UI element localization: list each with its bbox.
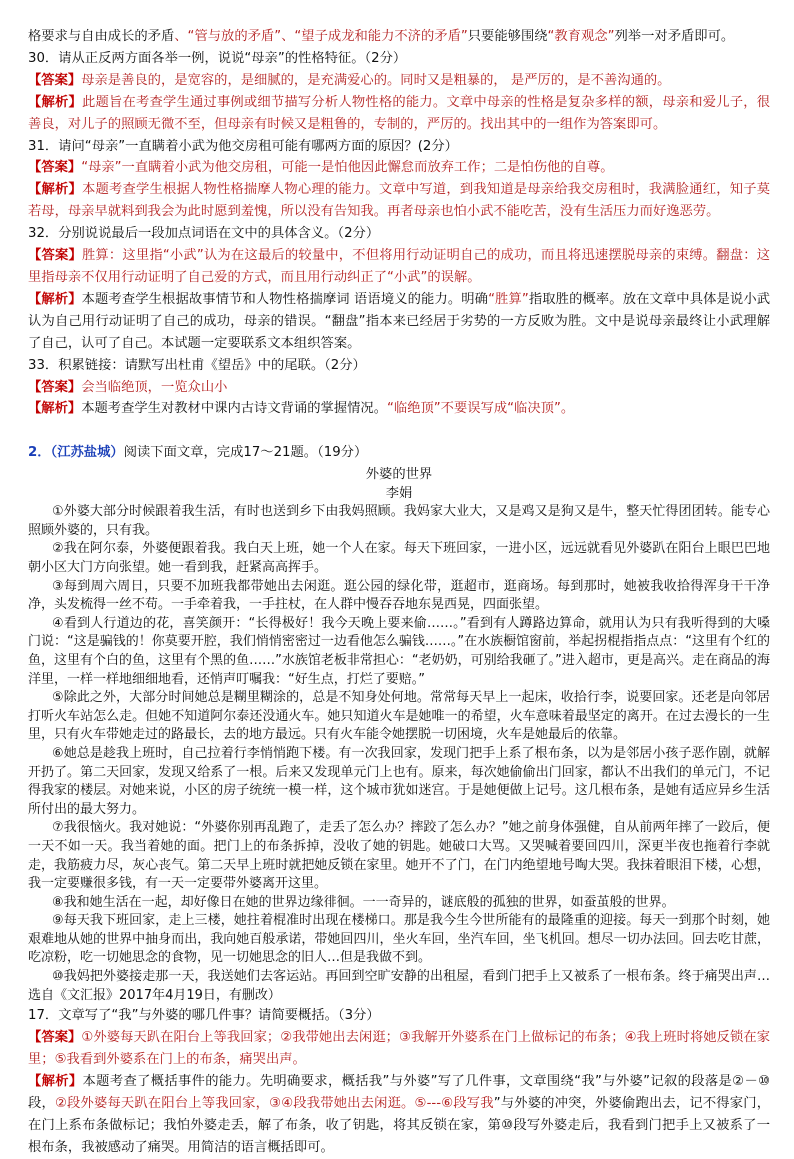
article-paragraph: ③每到周六周日，只要不加班我都带她出去闲逛。逛公园的绿化带，逛超市，逛商场。每到那时，她被我收拾得浑身干干净净，头发梳得一丝不苟。一手牵着我，一手拄杖，在人群中慢吞吞地东晃西晃，四面张望。 [28, 578, 770, 613]
answer-30 [28, 70, 770, 92]
answer-17 [28, 1027, 770, 1071]
article [28, 464, 770, 1005]
article-paragraph: ①外婆大部分时候跟着我生活，有时也送到乡下由我妈照顾。我妈家大业大，又是鸡又是狗又是牛，整天忙得团团转。能专心照顾外婆的，只有我。 [28, 504, 770, 538]
section-gap [28, 420, 770, 442]
answer-tag: 【答案】 [28, 1030, 82, 1046]
article-paragraph: ⑤除此之外，大部分时间她总是糊里糊涂的，总是不知身处何地。常常每天早上一起床，收拾行李，说要回家。还老是向邻居打听火车站怎么走。但她不知道阿尔泰还没通火车。她只知道火车是她唯一的希望，火车意味着最坚定的离开。在过去漫长的一生里，只有火车带她走过的路最长，去的地方最远。只有火车能令她摆脱一切困境，火车是她最后的依靠。 [28, 690, 770, 743]
article-paragraph: ⑥她总是趁我上班时，自己拉着行李悄悄跑下楼。有一次我回家，发现门把手上系了根布条，以为是邻居小孩子恶作剧，就解开扔了。第二天回家，发现又给系了一根。后来又发现单元门上也有。原来，每次她偷偷出门回家，都认不出我们的单元门，不记得我家的楼层。对她来说，小区的房子统统一模一样，这个城市犹如迷宫。于是她便做上记号。这几根布条，是她有适应异乡生活所付出的最大努力。 [28, 745, 770, 817]
analysis-31 [28, 179, 770, 223]
analysis-text: 此题旨在考查学生通过事例或细节描写分析人物性格的能力。文章中母亲的性格是复杂多样的额，母亲和爱儿子，很善良，对儿子的照顾无微不至，但母亲有时候又是粗鲁的，专制的，严厉的。找出其中的一组作为答案即可。 [28, 94, 771, 132]
article-title: 外婆的世界 [365, 467, 433, 483]
question-33: 33．积累链接：请默写出杜甫《望岳》中的尾联。（2分） [28, 357, 366, 373]
analysis-text: 本题考查学生对教材中课内古诗文背诵的掌握情况。 [81, 401, 388, 417]
article-paragraph: ⑧我和她生活在一起，却好像日在她的世界边缘徘徊。一一奇异的，谜底般的孤独的世界，如蚕茧般的世界。 [52, 894, 675, 910]
answer-text: 母亲是善良的，是宽容的，是细腻的，是充满爱心的。同时又是粗暴的， 是严厉的，是不善沟通的。 [81, 72, 671, 88]
analysis-30 [28, 92, 770, 136]
section-heading [28, 442, 770, 464]
answer-tag: 【答案】 [28, 248, 82, 264]
article-paragraph: ⑦我很恼火。我对她说：“外婆你别再乱跑了，走丢了怎么办？摔跤了怎么办？”她之前身体强健，自从前两年摔了一跤后，便一天不如一天。我当着她的面。把门上的布条拆掉，没收了她的钥匙。她破口大骂。又哭喊着要回四川，深更半夜也拖着行李就走，我筋疲力尽，灰心丧气。第二天早上班时就把她反锁在家里。她开不了门，在门内绝望地号啕大哭。我抹着眼泪下楼，心想，我一定要赚很多钱，有一天一定要带外婆离开这里。 [28, 820, 770, 892]
document-page [28, 26, 770, 1159]
text-span: 格要求与自由成长的矛盾 [28, 29, 175, 44]
analysis-tag: 【解析】 [28, 291, 82, 307]
analysis-tag: 【解析】 [28, 401, 82, 417]
section-intro: 阅读下面文章，完成17～21题。（19分） [123, 445, 368, 461]
answer-section-1 [28, 26, 770, 420]
answer-33 [28, 377, 770, 399]
article-paragraph: ④看到人行道边的花，喜笑颜开：“长得极好！我今天晚上要来偷……。”看到有人蹲路边算命，就用认为只有我听得到的大嗓门说：“这是骗钱的！你莫要开腔，我们悄悄密密过一边看他怎么骗钱……。”在水族橱馆窗前，举起拐棍指指点点：“这里有个红的鱼，这里有个白的鱼，这里有个黑的鱼……”水族馆老板非常担心：“老奶奶，可别给我砸了。”进入超市，更是高兴。走在商品的海洋里，一样一样地细细地看，还悄声叮嘱我：“好生点，打烂了要赔。” [28, 615, 770, 687]
section-source: （江苏盐城） [50, 445, 124, 461]
analysis-33 [28, 398, 770, 420]
answer-32 [28, 245, 770, 289]
article-paragraph: ②我在阿尔泰，外婆便跟着我。我白天上班，她一个人在家。每天下班回家，一进小区，远远就看见外婆趴在阳台上眼巴巴地朝小区大门方向张望。她一看到我，赶紧高高挥手。 [28, 541, 770, 575]
analysis-tag: 【解析】 [28, 1073, 83, 1089]
answer-continuation [28, 26, 770, 48]
analysis-text: 指取胜的概率。放在文章中具体是说小武认为自己用行动证明了自己的成功，母亲的错误。“翻盘”指本来已经居于劣势的一方反败为胜。文中是说母亲最终让小武理解了自己，认可了自己。本试题一定要联系文本组织答案。 [28, 291, 771, 351]
article-author: 李娟 [385, 486, 413, 502]
text-span-red: 、“管与放的矛盾”、“望子成龙和能力不济的矛盾” [174, 29, 468, 44]
analysis-32 [28, 289, 770, 355]
reading-section-2 [28, 442, 770, 1158]
analysis-text: 本题考查了概括事件的能力。先明确要求，概括我”与外婆”写了几件事，文章围绕“我”与外婆”记叙的段落是②－⑩段， [28, 1073, 770, 1111]
analysis-text: 本题考查学生根据人物性格揣摩人物心理的能力。文章中写道，到我知道是母亲给我交房租时，我满脸通红，知子莫若母，母亲早就料到我会为此时愿到羞愧，所以没有告知我。再者母亲也怕小武不能吃苦，没有生活压力而好逸恶劳。 [28, 182, 771, 220]
answer-text: 胜算：这里指“小武”认为在这最后的较量中，不但将用行动证明自己的成功，而且将迅速摆脱母亲的束缚。翻盘：这里指母亲不仅用行动证明了自己爱的方式，而且用行动纠正了“小武”的误解。 [28, 248, 771, 285]
analysis-text-red: “临绝顶”不要误写成“临决顶”。 [387, 401, 575, 417]
answer-text: 会当临绝顶，一览众山小 [81, 379, 228, 395]
question-31: 31．请问“母亲”一直瞒着小武为他交房租可能有哪两方面的原因？(2分） [28, 138, 458, 154]
answer-text: “母亲”一直瞒着小武为他交房租，可能一是怕他因此懈怠而放弃工作；二是怕伤他的自尊。 [81, 160, 614, 176]
answer-31 [28, 157, 770, 179]
analysis-text: ”与外婆的冲突，外婆偷跑出去，记不得家门，在门上系布条做标记；我怕外婆走丢，解了布条，收了钥匙，将其反锁在家，第⑩段写外婆走后，我看到门把手上又被系了一根布条，我被感动了痛哭。用简洁的语言概括即可。 [28, 1095, 771, 1155]
answer-tag: 【答案】 [28, 72, 82, 88]
section-number: 2． [28, 445, 51, 461]
analysis-text-red: ②段外婆每天趴在阳台上等我回家，③④段我带她出去闲逛。⑤---⑥段写我 [54, 1095, 494, 1111]
article-paragraph: ⑨每天我下班回家，走上三楼，她拄着棍准时出现在楼梯口。那是我今生今世所能有的最隆重的迎接。每天一到那个时刻，她艰难地从她的世界中抽身而出，我向她百般承诺，带她回四川，坐火车回，坐汽车回，坐飞机回。想尽一切办法回。回去吃甘蔗，吃凉粉，吃一切她思念的食物，见一切她思念的旧人…但是我做不到。 [28, 913, 770, 966]
text-span: 列举一对矛盾即可。 [614, 29, 735, 44]
analysis-tag: 【解析】 [28, 94, 82, 110]
question-32: 32．分别说说最后一段加点词语在文中的具体含义。（2分） [28, 226, 380, 242]
analysis-text-red: “胜算” [488, 291, 529, 307]
question-17: 17．文章写了“我”与外婆的哪几件事？请简要概括。（3分） [28, 1008, 380, 1024]
analysis-17 [28, 1071, 770, 1159]
analysis-text: 本题考查学生根据故事情节和人物性格揣摩词 语语境义的能力。明确 [81, 291, 489, 307]
text-span-red: “教育观念” [547, 29, 615, 44]
text-span: 只要能够围绕 [467, 29, 548, 44]
answer-tag: 【答案】 [28, 379, 82, 395]
answer-tag: 【答案】 [28, 160, 82, 176]
answer-text: ①外婆每天趴在阳台上等我回家；②我带她出去闲逛；③我解开外婆系在门上做标记的布条；④我上班时将她反锁在家里；⑤我看到外婆系在门上的布条，痛哭出声。 [28, 1030, 771, 1068]
question-30: 30．请从正反两方面各举一例，说说“母亲”的性格特征。（2分） [28, 50, 407, 66]
article-paragraph: ⑩我妈把外婆接走那一天，我送她们去客运站。再回到空旷安静的出租屋，看到门把手上又被系了一根布条。终于痛哭出声…选自《文汇报》2017年4月19日，有删改） [28, 969, 770, 1003]
analysis-tag: 【解析】 [28, 182, 82, 198]
